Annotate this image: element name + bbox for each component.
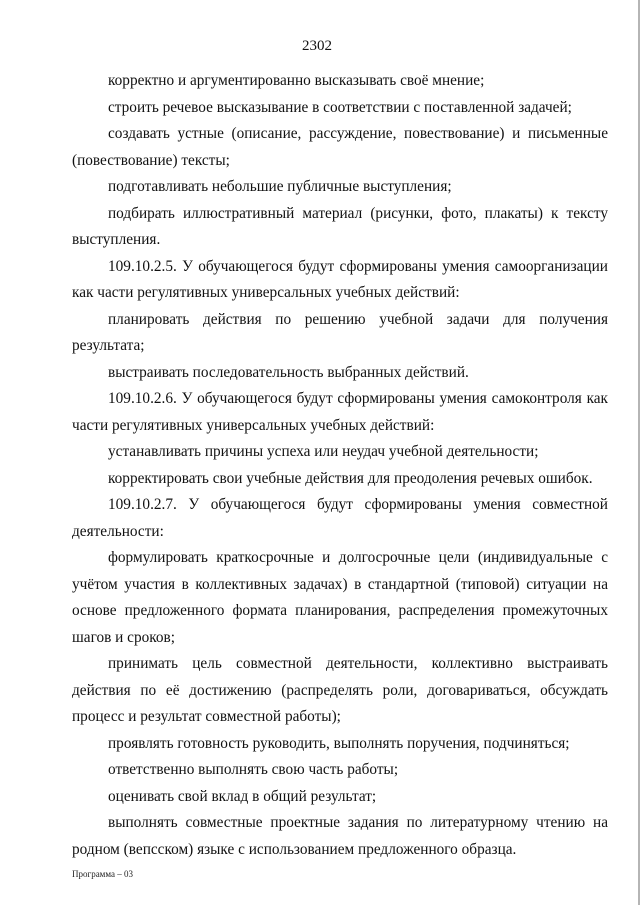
paragraph: подбирать иллюстративный материал (рисунки, фото, плакаты) к тексту выступления.: [72, 204, 608, 248]
paragraph: выполнять совместные проектные задания по литературному чтению на родном (вепсском) языке с использованием предложенного образца.: [72, 814, 608, 858]
paragraph: оценивать свой вклад в общий результат;: [108, 787, 377, 805]
page-number: 2302: [302, 38, 332, 54]
page-footer: Программа – 03: [72, 869, 134, 879]
paragraph: проявлять готовность руководить, выполнять поручения, подчиняться;: [108, 734, 570, 752]
paragraph: строить речевое высказывание в соответствии с поставленной задачей;: [108, 98, 572, 116]
paragraph: корректировать свои учебные действия для преодоления речевых ошибок.: [108, 469, 593, 487]
paragraph: ответственно выполнять свою часть работы;: [108, 761, 399, 778]
paragraph: создавать устные (описание, рассуждение, повествование) и письменные (повествование) тексты;: [72, 125, 608, 169]
section-paragraph: 109.10.2.5. У обучающегося будут сформированы умения самоорганизации как части регулятивных универсальных учебных действий:: [72, 257, 608, 301]
section-paragraph: 109.10.2.7. У обучающегося будут сформированы умения совместной деятельности:: [72, 496, 608, 540]
paragraph: устанавливать причины успеха или неудач учебной деятельности;: [108, 443, 539, 460]
paragraph: корректно и аргументированно высказывать своё мнение;: [108, 72, 485, 89]
paragraph: формулировать краткосрочные и долгосрочные цели (индивидуальные с учётом участия в коллективных задачах) в стандартной (типовой) ситуации на основе предложенного формата планирования, распределения промежуточных шагов и сроков;: [72, 549, 608, 646]
paragraph: принимать цель совместной деятельности, коллективно выстраивать действия по её достижению (распределять роли, договариваться, обсуждать процесс и результат совместной работы);: [72, 655, 608, 725]
paragraph: планировать действия по решению учебной задачи для получения результата;: [72, 310, 608, 354]
section-paragraph: 109.10.2.6. У обучающегося будут сформированы умения самоконтроля как части регулятивных универсальных учебных действий:: [72, 390, 608, 434]
paragraph: подготавливать небольшие публичные выступления;: [108, 178, 452, 195]
document-body: [72, 68, 608, 863]
paragraph: выстраивать последовательность выбранных действий.: [108, 363, 469, 381]
